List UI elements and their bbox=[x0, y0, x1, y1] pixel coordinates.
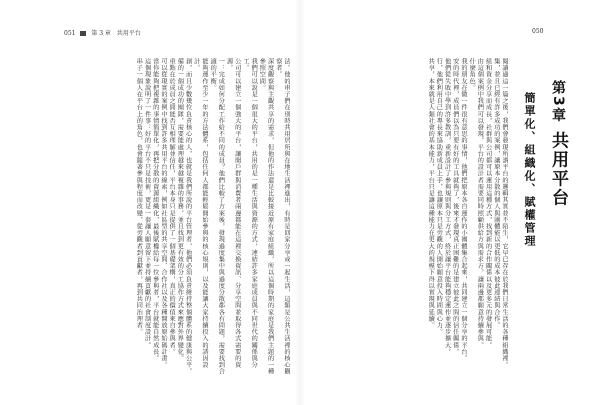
paragraph: 什麼角色。 bbox=[468, 58, 476, 91]
paragraph: 閱讀過這一篇之後，我們會發現所謂平台的邏輯其實並不陌生，它早已存在於我們日常生活的各種組織裡。 bbox=[501, 58, 508, 369]
paragraph: 創，而且少數幾位負責核心的人，也就是我們所說的平台管理者，他們必須負責維持整個體系的健康與公平。 bbox=[184, 58, 192, 375]
paragraph: 他們從失敗中學到許多教訓，重新設計了參與規則與分工方式，終於讓平台能夠穩定運作並逐步擴大。 bbox=[443, 58, 451, 355]
running-head-marker bbox=[80, 31, 86, 36]
paragraph: 組和資金分享而成長，社群與公司都可以運用這種方式，找到新的合作關係以及更多元的發展可能。 bbox=[484, 58, 492, 349]
paragraph: 安的時代裡，成員們以為只要有好的工具就夠了，後來才發現真正困難的是建立彼此之間的信任關係。 bbox=[451, 58, 459, 355]
left-body-text bbox=[62, 58, 290, 376]
chapter-number: 第3章 bbox=[550, 80, 566, 124]
paragraph: 深度觀察與主觀共享的需求，但他的作法還是比較接近原有家庭組織，所以這個時期的家庭是我們主題的一種參照空間。 bbox=[258, 58, 274, 375]
right-body-text bbox=[318, 58, 508, 376]
paragraph: 我們可以說是一個很大的平台，共用的是一種生活與資源的方式，連結許多家庭成員與不同世代的關係與分工。 bbox=[241, 58, 258, 369]
paragraph: 重點在於成員之間能否互相理解並信任，平台本身只是提供了一個基礎架構，真正的價值來自參與者。 bbox=[168, 58, 176, 355]
left-running-head bbox=[64, 28, 141, 37]
paragraph: 法。他的串子們在別時共用居所與在地生活裡進出，有時是回家分享或一起生活，這類是公共生活裡的核心觀察者。 bbox=[274, 58, 290, 375]
paragraph: 由這個案例中我們可以發現，平台的設計者需要同時照顧供給方與需求方，讓兩邊都願意持續參與。 bbox=[476, 58, 484, 349]
right-page-number: 050 bbox=[532, 28, 544, 35]
paragraph: 能夠運作至少一年的方法體系，包括任何人都能輕鬆開始參與的核心規則，以及能讓大家持續投入的誘因設計。 bbox=[192, 58, 208, 369]
paragraph: 當你能夠把複雜的事情簡單化，再把分散的資源組織化，最後賦權給每一位參與者，平台就能自然成長。 bbox=[151, 58, 159, 362]
paragraph: 共享，本來就是人類社會的基本能力，平台只是讓這種能力在更大的規模下得以實現與延續。 bbox=[427, 58, 435, 329]
paragraph: 公司可以建立一個強大的平台，讓開戶群與消費者兩邊都能在這裡交換資訊、分享空間並取得各式需要的資源。 bbox=[225, 58, 241, 369]
running-head-title: 共用平台 bbox=[116, 30, 141, 37]
paragraph: 一：完成如何分配工作給不同的成員？他們比較了方案後，發現過度集中與過度分散都各有問題，需要找到合適的平衡。 bbox=[209, 58, 225, 375]
paragraph: 這個現象說明了一件事：好的平台不只是技術，更是一套讓人願意留下並持續貢獻的社會制度設計。 bbox=[143, 58, 151, 349]
paragraph: 可以從現實的案例中找到許多共用平台的線索，例如社區型的共享空間、合作社以及各種開放原始碼計畫。 bbox=[159, 58, 167, 369]
left-page-number: 051 bbox=[64, 30, 76, 37]
paragraph: 行，他們利用自己的專長來協助新成員上手，也讓原本只是旁觀的人開始願意投入時間與心力。 bbox=[435, 58, 443, 336]
chapter-title: 共用平台 bbox=[548, 131, 568, 208]
running-head-chapter: 第 3 章 bbox=[91, 30, 111, 37]
paragraph: 串子一個人在平台上的角色，也會隨著參與程度而改變，從旁觀者到貢獻者，再到共同治理者。 bbox=[135, 58, 143, 336]
chapter-subtitle: 簡單化、組織化、賦權管理 bbox=[523, 92, 536, 248]
paragraph: 我的朋友在做一件很有意思的事情，他們把原本各自運作的小團體集合起來，共同建立一個分享的平台。 bbox=[459, 58, 467, 362]
chapter-heading bbox=[546, 80, 571, 208]
paragraph: 備的一個成功的團隊，需要能處理越來越複雜的事務，並且找到更有效的分工協作方式來應對外界變化。 bbox=[176, 58, 184, 362]
paragraph: 集，並且已經有許多成功的案例，讓原本分散的個人與團體能以更低的成本彼此連結與合作。 bbox=[492, 58, 500, 329]
